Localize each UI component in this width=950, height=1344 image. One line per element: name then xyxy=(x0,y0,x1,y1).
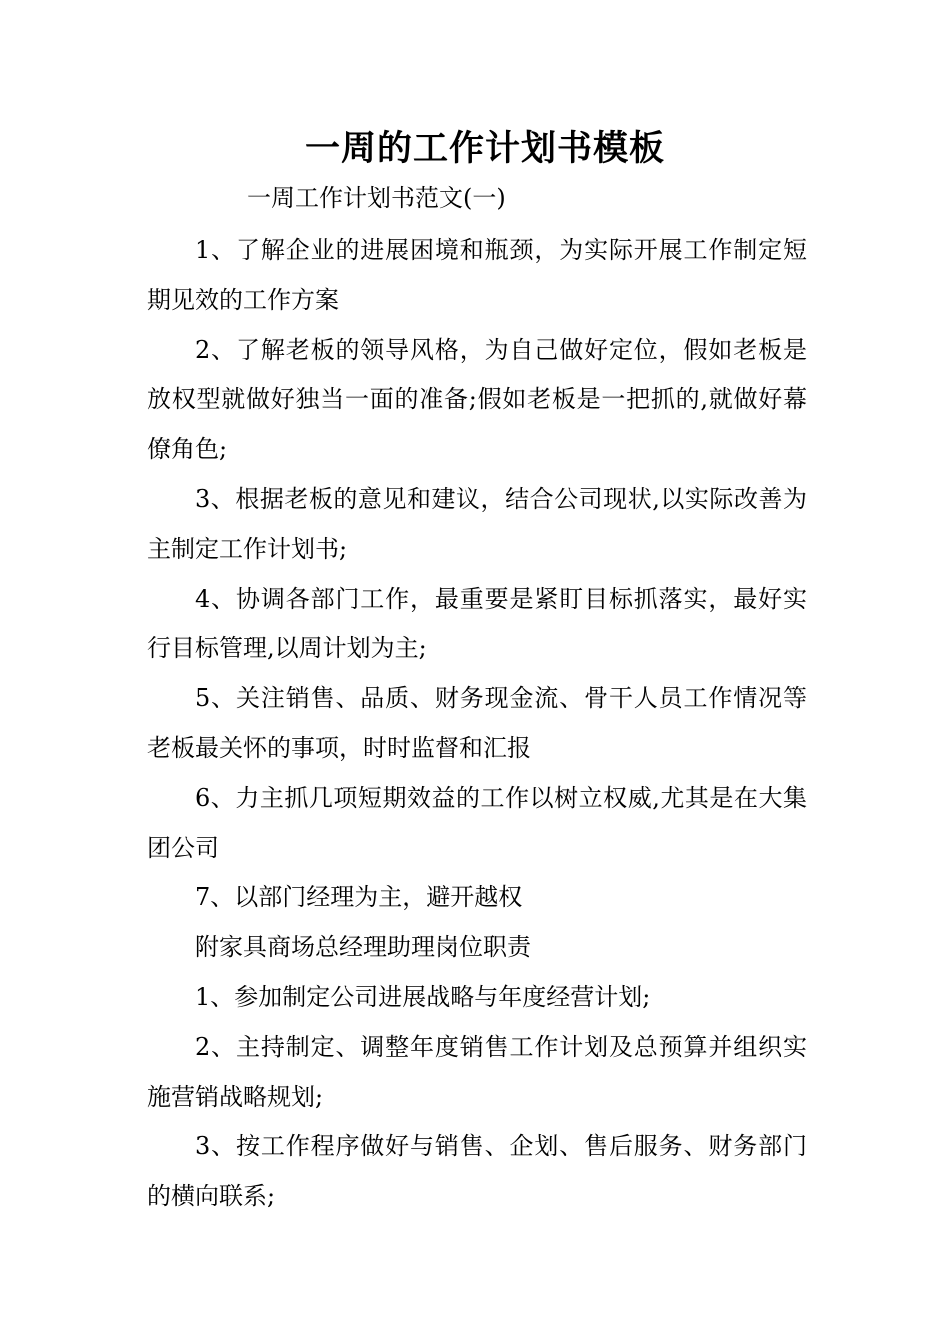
paragraph: 7、以部门经理为主，避开越权 xyxy=(195,883,523,912)
paragraph: 2、主持制定、调整年度销售工作计划及总预算并组织实施营销战略规划; xyxy=(147,1032,807,1111)
paragraph: 6、力主抓几项短期效益的工作以树立权威,尤其是在大集团公司 xyxy=(147,783,807,862)
document-subtitle: 一周工作计划书范文(一) xyxy=(247,184,506,212)
paragraph: 1、参加制定公司进展战略与年度经营计划; xyxy=(195,982,651,1011)
paragraph: 3、按工作程序做好与销售、企划、售后服务、财务部门的横向联系; xyxy=(147,1132,807,1211)
document-title: 一周的工作计划书模板 xyxy=(304,128,665,169)
document-body xyxy=(147,226,807,1222)
paragraph: 4、协调各部门工作，最重要是紧盯目标抓落实，最好实行目标管理,以周计划为主; xyxy=(147,584,807,663)
paragraph: 3、根据老板的意见和建议，结合公司现状,以实际改善为主制定工作计划书; xyxy=(147,484,807,563)
paragraph: 5、关注销售、品质、财务现金流、骨干人员工作情况等老板最关怀的事项，时时监督和汇报 xyxy=(147,684,807,762)
section-heading: 附家具商场总经理助理岗位职责 xyxy=(195,933,531,962)
paragraph: 1、了解企业的进展困境和瓶颈，为实际开展工作制定短期见效的工作方案 xyxy=(147,236,807,314)
paragraph: 2、了解老板的领导风格，为自己做好定位，假如老板是放权型就做好独当一面的准备;假如老板是一把抓的,就做好幕僚角色; xyxy=(147,335,807,464)
